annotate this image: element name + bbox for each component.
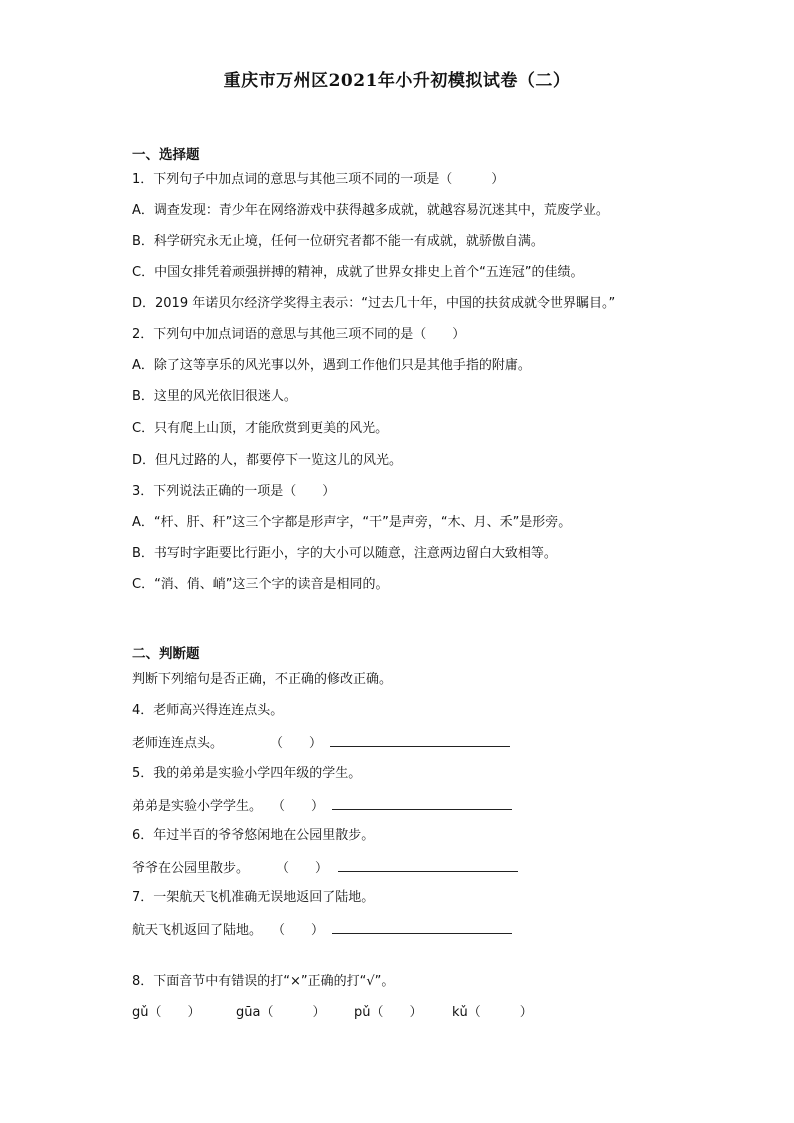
question-5-blank[interactable] — [332, 797, 512, 810]
question-8-paren-2: （ ） — [260, 1005, 326, 1020]
question-8-syllable-3: pǔ — [354, 1005, 371, 1020]
question-2-option-a: A．除了这等享乐的风光事以外，遇到工作他们只是其他手指的附庸。 — [132, 358, 531, 373]
question-2-option-b: B．这里的风光依旧很迷人。 — [132, 389, 297, 404]
section-heading-choice: 一、选择题 — [132, 147, 200, 163]
question-1-option-b: B．科学研究永无止境，任何一位研究者都不能一有成就，就骄傲自满。 — [132, 234, 544, 249]
question-4-sentence: 老师连连点头。 — [132, 736, 224, 751]
question-3-option-a: A．“杆、肝、秆”这三个字都是形声字，“干”是声旁，“木、月、禾”是形旁。 — [132, 515, 572, 530]
question-8-option-1[interactable] — [132, 1005, 236, 1021]
section-heading-judge: 二、判断题 — [132, 646, 200, 662]
question-1-option-c: C．中国女排凭着顽强拼搏的精神，成就了世界女排史上首个“五连冠”的佳绩。 — [132, 265, 584, 280]
question-8-option-2[interactable] — [236, 1005, 354, 1021]
question-2-stem: 2．下列句中加点词语的意思与其他三项不同的是（ ） — [132, 327, 466, 342]
question-8-option-3[interactable] — [354, 1005, 452, 1021]
question-1-option-d: D．2019 年诺贝尔经济学奖得主表示：“过去几十年，中国的扶贫成就令世界瞩目。” — [132, 296, 616, 311]
question-6-stem: 6．年过半百的爷爷悠闲地在公园里散步。 — [132, 828, 375, 843]
question-2-option-d: D．但凡过路的人，都要停下一览这儿的风光。 — [132, 453, 403, 468]
question-4-blank[interactable] — [330, 734, 510, 747]
question-8-paren-1: （ ） — [148, 1005, 201, 1020]
question-8-paren-4: （ ） — [467, 1005, 533, 1020]
question-8-stem: 8．下面音节中有错误的打“×”正确的打“√”。 — [132, 974, 395, 989]
question-1-stem: 1．下列句子中加点词的意思与其他三项不同的一项是（ ） — [132, 172, 505, 187]
question-7-paren[interactable]: （ ） — [272, 923, 325, 938]
question-8-syllable-1: gǔ — [132, 1005, 149, 1020]
question-8-option-4[interactable] — [452, 1005, 562, 1021]
question-6-paren[interactable]: （ ） — [276, 861, 329, 876]
question-6-sentence: 爷爷在公园里散步。 — [132, 861, 250, 876]
page-title: 重庆市万州区2021年小升初模拟试卷（二） — [223, 71, 571, 91]
question-7-stem: 7．一架航天飞机准确无误地返回了陆地。 — [132, 890, 375, 905]
judge-instructions: 判断下列缩句是否正确，不正确的修改正确。 — [132, 672, 393, 687]
question-4-answer-row — [132, 734, 510, 752]
question-5-answer-row — [132, 797, 512, 815]
question-3-option-c: C．“消、俏、峭”这三个字的读音是相同的。 — [132, 577, 389, 592]
question-1-option-a: A．调查发现：青少年在网络游戏中获得越多成就，就越容易沉迷其中，荒废学业。 — [132, 203, 609, 218]
question-4-stem: 4．老师高兴得连连点头。 — [132, 703, 284, 718]
question-8-options — [132, 1005, 562, 1021]
question-6-blank[interactable] — [338, 859, 518, 872]
question-8-syllable-4: kǔ — [452, 1005, 468, 1020]
question-5-stem: 5．我的弟弟是实验小学四年级的学生。 — [132, 766, 362, 781]
question-2-option-c: C．只有爬上山顶，才能欣赏到更美的风光。 — [132, 421, 389, 436]
question-3-option-b: B．书写时字距要比行距小，字的大小可以随意，注意两边留白大致相等。 — [132, 546, 557, 561]
question-7-blank[interactable] — [332, 921, 512, 934]
question-8-syllable-2: gūa — [236, 1005, 261, 1020]
question-5-paren[interactable]: （ ） — [272, 799, 325, 814]
question-6-answer-row — [132, 859, 518, 877]
question-8-paren-3: （ ） — [370, 1005, 423, 1020]
question-7-sentence: 航天飞机返回了陆地。 — [132, 923, 263, 938]
question-5-sentence: 弟弟是实验小学学生。 — [132, 799, 263, 814]
question-4-paren[interactable]: （ ） — [270, 736, 323, 751]
question-3-stem: 3．下列说法正确的一项是（ ） — [132, 484, 336, 499]
question-7-answer-row — [132, 921, 512, 939]
